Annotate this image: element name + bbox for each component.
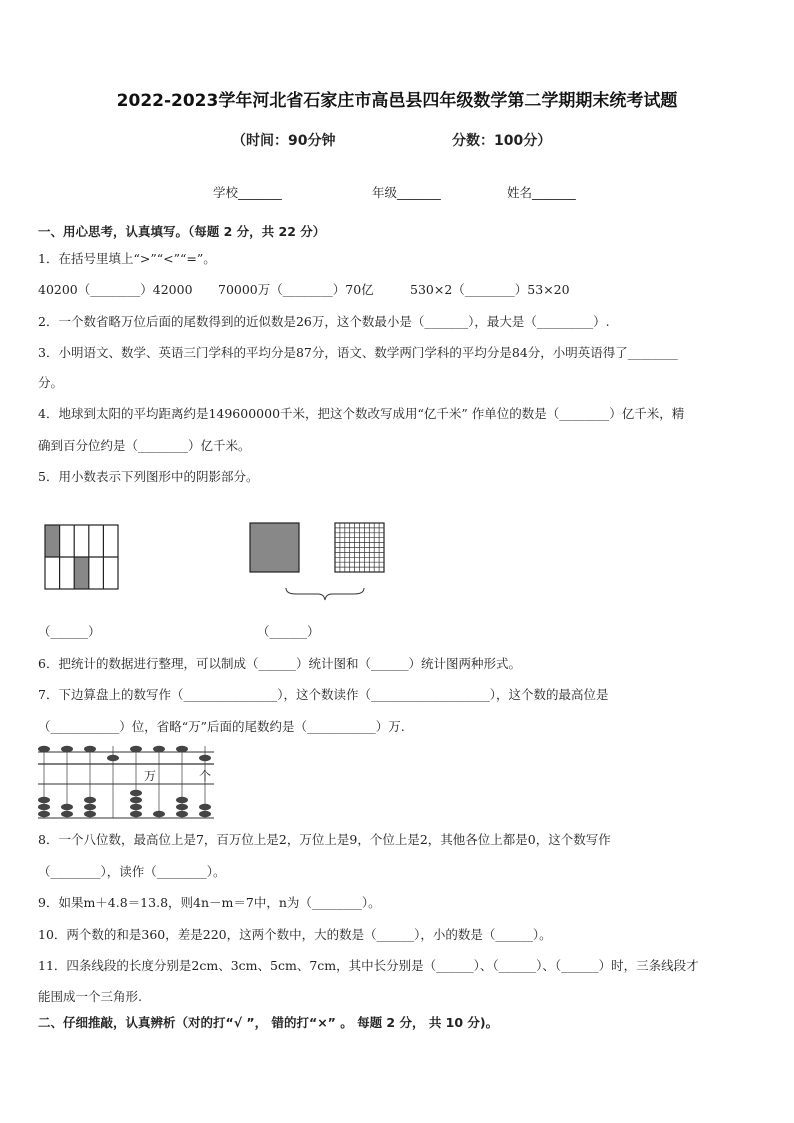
q1-text: 1．在括号里填上“>”“<”“=”。 xyxy=(38,251,216,266)
q7-line2: （___________）位，省略“万”后面的尾数约是（___________）万. xyxy=(38,719,405,734)
q3-line2: 分。 xyxy=(38,375,64,390)
q4-line2: 确到百分位约是（________）亿千米。 xyxy=(38,438,251,453)
cell-shaded-1 xyxy=(45,525,60,557)
abacus-bead xyxy=(61,746,73,752)
q5-figure-grid-2x5 xyxy=(44,524,120,590)
q3-line1: 3．小明语文、数学、英语三门学科的平均分是87分，语文、数学两门学科的平均分是84分，小明英语得了________ xyxy=(38,345,678,360)
q5-answer-1: （______） xyxy=(38,624,101,639)
abacus-bead xyxy=(176,804,188,810)
q6-text: 6．把统计的数据进行整理，可以制成（______）统计图和（______）统计图两种形式。 xyxy=(38,656,521,671)
name-field: 姓名_______ xyxy=(507,185,576,200)
abacus-bead xyxy=(176,797,188,803)
q7-line1: 7．下边算盘上的数写作（_______________），这个数读作（___________________），这个数的最高位是 xyxy=(38,687,609,702)
abacus-bead xyxy=(130,811,142,817)
abacus-bead xyxy=(176,746,188,752)
section2-heading: 二、仔细推敲，认真辨析（对的打“√ ”， 错的打“×” 。 每题 2 分， 共 10 分)。 xyxy=(38,1015,499,1030)
time-label: （时间：90分钟 xyxy=(232,133,336,149)
abacus-bead xyxy=(84,804,96,810)
abacus-bead xyxy=(199,755,211,761)
abacus-bead xyxy=(130,797,142,803)
q8-line2: （________），读作（________）。 xyxy=(38,864,226,879)
abacus-bead xyxy=(38,746,50,752)
abacus-bead xyxy=(153,811,165,817)
abacus-bead xyxy=(61,804,73,810)
abacus-bead xyxy=(107,755,119,761)
abacus-bead xyxy=(153,746,165,752)
q11-line2: 能围成一个三角形. xyxy=(38,989,142,1004)
abacus-bead xyxy=(130,804,142,810)
q2-text: 2．一个数省略万位后面的尾数得到的近似数是26万，这个数最小是（_______），最大是（_________）. xyxy=(38,314,610,329)
abacus-bead xyxy=(84,746,96,752)
score-label: 分数：100分） xyxy=(452,133,552,149)
abacus-bead xyxy=(199,811,211,817)
school-field: 学校_______ xyxy=(213,185,282,200)
grade-field: 年级_______ xyxy=(372,185,441,200)
abacus-bead xyxy=(38,797,50,803)
q1-b: 70000万（________）70亿 xyxy=(218,282,374,297)
abacus-bead xyxy=(84,797,96,803)
abacus-bead xyxy=(38,804,50,810)
abacus-label-ge: 个 xyxy=(199,769,212,783)
q9-text: 9．如果m＋4.8＝13.8，则4n－m＝7中，n为（________）。 xyxy=(38,895,381,910)
q7-abacus xyxy=(36,744,216,820)
abacus-label-wan: 万 xyxy=(144,769,157,783)
section1-heading: 一、用心思考，认真填写。（每题 2 分，共 22 分） xyxy=(38,224,326,239)
cell-shaded-2 xyxy=(74,557,89,589)
q5-text: 5．用小数表示下列图形中的阴影部分。 xyxy=(38,469,259,484)
abacus-bead xyxy=(130,790,142,796)
q5-answer-2: （______） xyxy=(257,624,320,639)
q5-figure-shaded-square xyxy=(249,522,301,574)
q4-line1: 4．地球到太阳的平均距离约是149600000千米，把这个数改写成用“亿千米” 作单位的数是（________）亿千米，精 xyxy=(38,406,685,421)
abacus-bead xyxy=(84,811,96,817)
abacus-bead xyxy=(199,804,211,810)
abacus-bead xyxy=(176,811,188,817)
q1-c: 530×2（________）53×20 xyxy=(410,282,570,297)
q5-brace xyxy=(284,586,366,602)
q8-line1: 8．一个八位数，最高位上是7，百万位上是2，万位上是9，个位上是2，其他各位上都是0，这个数写作 xyxy=(38,832,611,847)
q5-figure-grid-10x10 xyxy=(334,522,386,574)
abacus-bead xyxy=(130,746,142,752)
q11-line1: 11．四条线段的长度分别是2cm、3cm、5cm、7cm，其中长分别是（______）、（______）、（______）时，三条线段才 xyxy=(38,958,699,973)
q1-a: 40200（________）42000 xyxy=(38,282,193,297)
abacus-bead xyxy=(38,811,50,817)
exam-title: 2022-2023学年河北省石家庄市高邑县四年级数学第二学期期末统考试题 xyxy=(116,91,678,111)
abacus-bead xyxy=(61,811,73,817)
q10-text: 10．两个数的和是360，差是220，这两个数中，大的数是（______），小的数是（______）。 xyxy=(38,927,552,942)
